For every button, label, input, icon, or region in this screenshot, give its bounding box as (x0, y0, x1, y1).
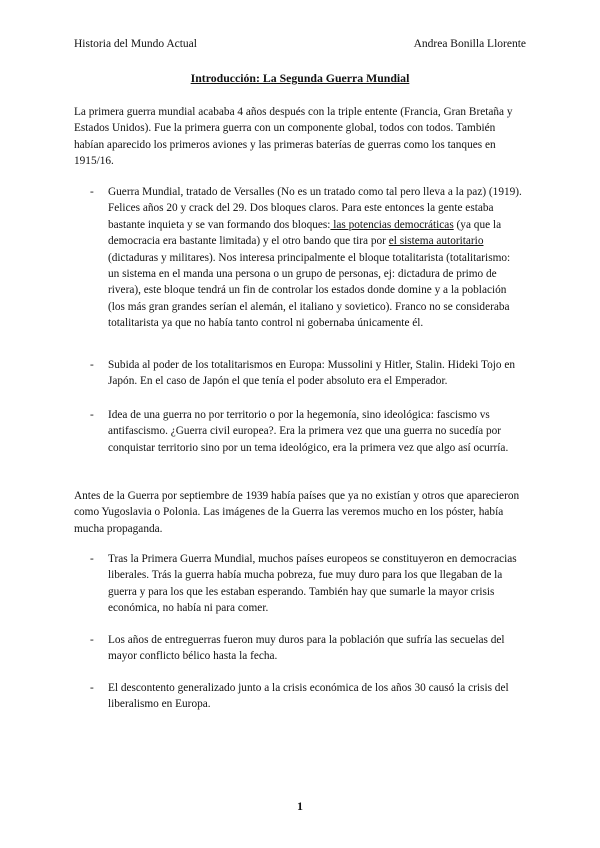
bullet-dash: - (90, 553, 94, 565)
bullet-dash: - (90, 186, 94, 198)
second-paragraph: Antes de la Guerra por septiembre de 1939 había países que ya no existían y otros que aparecieron como Yugoslavia o Polonia. Las imágenes de la Guerra las veremos mucho en los póster, había mucha propaganda. (74, 490, 520, 535)
page-header (74, 36, 526, 52)
document-title: Introducción: La Segunda Guerra Mundial (190, 71, 410, 85)
header-author-name: Andrea Bonilla Llorente (413, 38, 526, 50)
list-item-text-part: (ya que la democracia era bastante limitada) y el otro bando que tira por (108, 218, 502, 248)
list-item (90, 680, 524, 713)
list-item (90, 184, 524, 332)
bullet-dash: - (90, 634, 94, 646)
list-item (90, 551, 524, 617)
list-item-text: Tras la Primera Guerra Mundial, muchos países europeos se constituyeron en democracias liberales. Trás la guerra había mucha pobreza, fue muy duro para los que llegaban de la guerra y para los que les estaban esperando. También hay que sumarle la mayor crisis económica, no había ni para comer. (108, 553, 517, 615)
list-item (90, 632, 524, 665)
list-item-text: Subida al poder de los totalitarismos en Europa: Mussolini y Hitler, Stalin. Hideki Tojo en Japón. En el caso de Japón el que tenía el poder absoluto era el Emperador. (108, 359, 516, 388)
underlined-term-authoritarian-system: el sistema autoritario (388, 235, 484, 248)
list-item (90, 357, 524, 390)
list-item-text: Los años de entreguerras fueron muy duros para la población que sufría las secuelas del mayor conflicto bélico hasta la fecha. (108, 634, 505, 663)
header-course-title: Historia del Mundo Actual (74, 38, 197, 50)
intro-paragraph: La primera guerra mundial acababa 4 años después con la triple entente (Francia, Gran Bretaña y Estados Unidos). Fue la primera guerra con un componente global, todos con todos. También habían aparecido los primeros aviones y las primeras baterías de guerras como los tanques en 1915/16. (74, 106, 513, 168)
page-number: 1 (297, 799, 303, 813)
list-item (90, 407, 524, 456)
bullet-dash: - (90, 682, 94, 694)
bullet-dash: - (90, 359, 94, 371)
bullet-dash: - (90, 409, 94, 421)
list-item-text-part: Guerra Mundial, tratado de Versalles (No es un tratado como tal pero lleva a la paz) (1919). Felices años 20 y crack del 29. Dos bloques claros. Para este entonces la gente estaba bastante inquieta y se van formando dos bloques: (108, 186, 522, 231)
list-item-text: El descontento generalizado junto a la crisis económica de los años 30 causó la crisis del liberalismo en Europa. (108, 682, 509, 711)
list-item-text: Idea de una guerra no por territorio o por la hegemonía, sino ideológica: fascismo vs antifascismo. ¿Guerra civil europea?. Era la primera vez que una guerra no sucedía por conquistar territorio sino por un tema ideológico, era la primera vez que algo así ocurría. (108, 409, 509, 454)
list-item-text-part: (dictaduras y militares). Nos interesa principalmente el bloque totalitarista (totalitarismo: un sistema en el manda una persona o un grupo de personas, ej: dictadura de primo de rivera), este bloque tendrá un fin de controlar los estados donde domine y a la población (los más gran grandes serían el alemán, el italiano y sovietico). Franco no se consideraba totalitarista ya que no había tanto control ni gobernaba únicamente él. (108, 251, 511, 330)
underlined-term-democratic-powers: las potencias democráticas (330, 218, 454, 231)
list-item-text (108, 184, 524, 332)
